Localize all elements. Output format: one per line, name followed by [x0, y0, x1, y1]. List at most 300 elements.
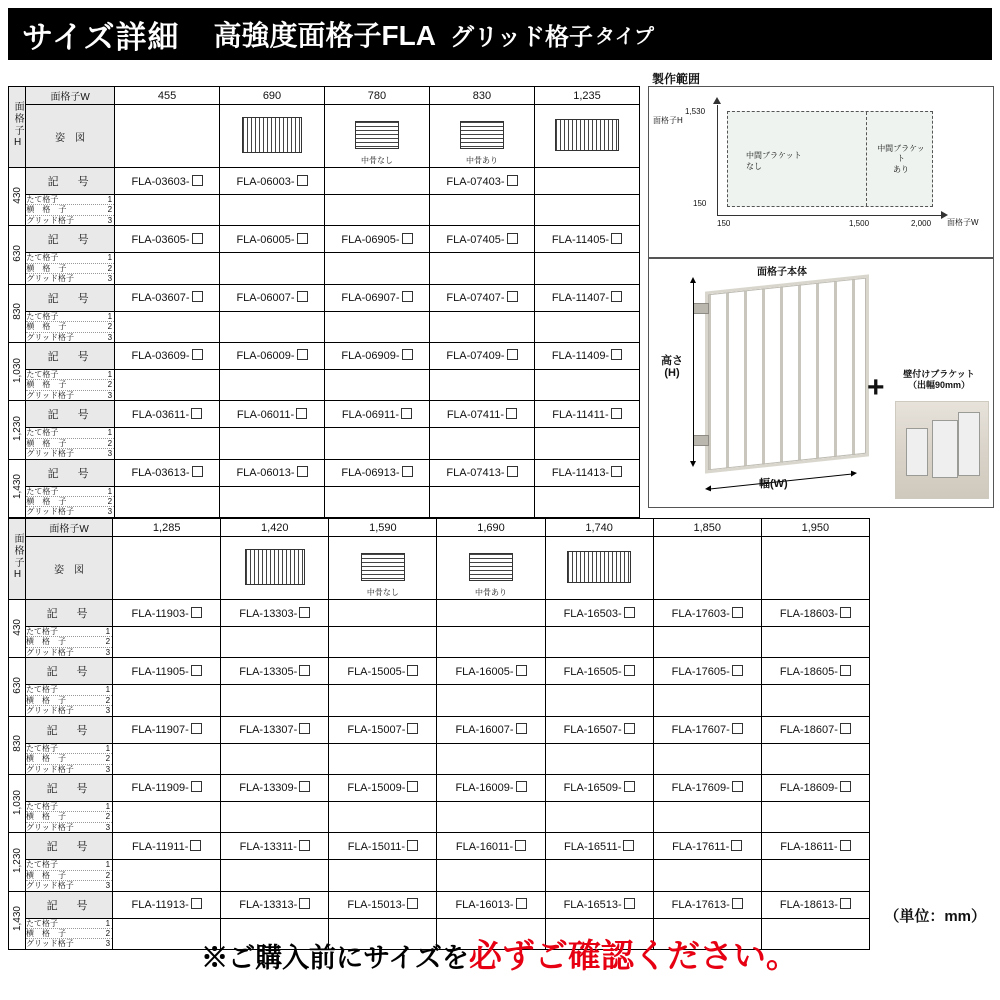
sub-entry-cell[interactable]	[329, 860, 437, 891]
sub-entry-cell[interactable]	[324, 369, 429, 400]
height-value: 1,230	[9, 401, 26, 459]
product-code-cell[interactable]: FLA-11909-	[113, 774, 221, 801]
width-value: 1,850	[653, 519, 761, 537]
sub-label: 横 格 子 2	[26, 263, 113, 273]
table-row	[9, 658, 870, 685]
product-code-cell[interactable]: FLA-11413-	[534, 459, 639, 486]
checkbox-icon[interactable]	[624, 607, 635, 618]
product-code-cell[interactable]: FLA-17605-	[653, 658, 761, 685]
product-code-cell[interactable]: FLA-17613-	[653, 891, 761, 918]
product-code-cell[interactable]	[534, 168, 639, 195]
checkbox-icon[interactable]	[624, 665, 635, 676]
checkbox-icon[interactable]	[407, 665, 418, 676]
checkbox-icon[interactable]	[407, 840, 418, 851]
sub-entry-cell[interactable]	[429, 486, 534, 517]
product-code-cell[interactable]: FLA-11913-	[113, 891, 221, 918]
sub-label-group	[26, 195, 115, 226]
size-table-1	[8, 86, 640, 518]
sub-entry-cell[interactable]	[221, 627, 329, 658]
sub-entry-cell[interactable]	[115, 195, 220, 226]
plot-divider	[866, 112, 867, 206]
sub-entry-cell[interactable]	[534, 428, 639, 459]
sub-entry-cell[interactable]	[113, 627, 221, 658]
checkbox-icon[interactable]	[192, 291, 203, 302]
sub-entry-cell[interactable]	[220, 311, 325, 342]
product-code-cell[interactable]: FLA-13305-	[221, 658, 329, 685]
sub-entry-cell[interactable]	[429, 311, 534, 342]
checkbox-icon[interactable]	[840, 781, 851, 792]
caution-text-black: ※ご購入前にサイズを	[201, 943, 469, 973]
product-code-cell[interactable]: FLA-06011-	[220, 401, 325, 428]
code-row-label: 記 号	[26, 716, 113, 743]
checkbox-icon[interactable]	[624, 781, 635, 792]
checkbox-icon[interactable]	[192, 175, 203, 186]
sub-label: 横 格 子 2	[26, 497, 113, 506]
sub-label-group	[26, 685, 113, 716]
product-code-cell[interactable]: FLA-15013-	[329, 891, 437, 918]
sub-entry-cell[interactable]	[220, 369, 325, 400]
checkbox-icon[interactable]	[516, 665, 527, 676]
checkbox-icon[interactable]	[299, 607, 310, 618]
shape-cell	[220, 105, 325, 168]
table-subrow	[9, 253, 640, 284]
width-value: 780	[324, 87, 429, 105]
product-code-cell[interactable]: FLA-11407-	[534, 284, 639, 311]
sub-label-group	[26, 428, 115, 459]
checkbox-icon[interactable]	[515, 840, 526, 851]
sub-entry-cell[interactable]	[329, 685, 437, 716]
checkbox-icon[interactable]	[297, 233, 308, 244]
checkbox-icon[interactable]	[407, 898, 418, 909]
checkbox-icon[interactable]	[507, 175, 518, 186]
checkbox-icon[interactable]	[192, 349, 203, 360]
sub-label: たて格子 1	[26, 369, 113, 379]
size-table-2	[8, 518, 870, 950]
product-code-cell[interactable]: FLA-06907-	[324, 284, 429, 311]
product-code-cell[interactable]: FLA-03605-	[115, 226, 220, 253]
product-code-cell[interactable]: FLA-15009-	[329, 774, 437, 801]
sub-entry-cell[interactable]	[761, 627, 869, 658]
sub-entry-cell[interactable]	[437, 627, 545, 658]
lattice-pattern-h-icon	[460, 121, 504, 149]
checkbox-icon[interactable]	[624, 723, 635, 734]
checkbox-icon[interactable]	[299, 665, 310, 676]
checkbox-icon[interactable]	[732, 607, 743, 618]
height-value: 1,430	[9, 459, 26, 517]
checkbox-icon[interactable]	[407, 781, 418, 792]
sub-entry-cell[interactable]	[653, 801, 761, 832]
height-value: 630	[9, 226, 26, 284]
checkbox-icon[interactable]	[507, 291, 518, 302]
product-code-cell[interactable]: FLA-18609-	[761, 774, 869, 801]
x-axis-line	[717, 215, 943, 216]
product-code-cell[interactable]: FLA-13311-	[221, 833, 329, 860]
height-value: 830	[9, 284, 26, 342]
y-axis-line	[717, 105, 718, 215]
sub-entry-cell[interactable]	[437, 743, 545, 774]
shape-cell	[113, 537, 221, 600]
checkbox-icon[interactable]	[297, 291, 308, 302]
product-code-cell[interactable]: FLA-18603-	[761, 600, 869, 627]
code-row-label: 記 号	[26, 284, 115, 311]
sub-label: グリッド格子 3	[26, 706, 111, 716]
table-subrow	[9, 627, 870, 658]
sub-entry-cell[interactable]	[545, 860, 653, 891]
sub-label: 横 格 子 2	[26, 812, 111, 822]
table-subrow	[9, 860, 870, 891]
checkbox-icon[interactable]	[507, 233, 518, 244]
sub-entry-cell[interactable]	[220, 195, 325, 226]
sub-entry-cell[interactable]	[221, 685, 329, 716]
sub-entry-cell[interactable]	[115, 486, 220, 517]
sub-entry-cell[interactable]	[329, 743, 437, 774]
zone-label-no-bracket: 中間ブラケット なし	[746, 151, 802, 171]
sub-label-group	[26, 801, 113, 832]
product-code-cell[interactable]: FLA-16509-	[545, 774, 653, 801]
zone-label-with-bracket: 中間ブラケット あり	[877, 144, 925, 174]
product-code-cell[interactable]: FLA-15011-	[329, 833, 437, 860]
checkbox-icon[interactable]	[192, 466, 203, 477]
product-code-cell[interactable]: FLA-03613-	[115, 459, 220, 486]
sub-entry-cell[interactable]	[437, 860, 545, 891]
table-width-header-row	[9, 87, 640, 105]
width-value: 1,690	[437, 519, 545, 537]
sub-label-group	[26, 486, 115, 517]
checkbox-icon[interactable]	[611, 233, 622, 244]
checkbox-icon[interactable]	[191, 607, 202, 618]
product-code-cell[interactable]: FLA-17607-	[653, 716, 761, 743]
shape-cell	[761, 537, 869, 600]
table-shape-row	[9, 105, 640, 168]
sub-entry-cell[interactable]	[113, 801, 221, 832]
sub-label: グリッド格子 3	[26, 881, 111, 891]
caution-text-red: 必ずご確認ください。	[468, 937, 799, 974]
lattice-pattern-v-icon	[245, 549, 305, 585]
product-code-cell[interactable]: FLA-18605-	[761, 658, 869, 685]
product-code-cell[interactable]: FLA-16005-	[437, 658, 545, 685]
checkbox-icon[interactable]	[296, 408, 307, 419]
lattice-illustration	[705, 274, 869, 473]
checkbox-icon[interactable]	[297, 175, 308, 186]
checkbox-icon[interactable]	[623, 840, 634, 851]
sub-entry-cell[interactable]	[220, 428, 325, 459]
product-code-cell[interactable]: FLA-15005-	[329, 658, 437, 685]
checkbox-icon[interactable]	[191, 408, 202, 419]
product-code-cell[interactable]: FLA-16513-	[545, 891, 653, 918]
sub-entry-cell[interactable]	[545, 743, 653, 774]
sub-entry-cell[interactable]	[653, 627, 761, 658]
sub-entry-cell[interactable]	[220, 486, 325, 517]
product-code-cell[interactable]: FLA-11405-	[534, 226, 639, 253]
checkbox-icon[interactable]	[297, 349, 308, 360]
unit-note: （単位：mm）	[884, 908, 986, 925]
product-code-cell[interactable]: FLA-15007-	[329, 716, 437, 743]
sub-entry-cell[interactable]	[324, 311, 429, 342]
checkbox-icon[interactable]	[516, 723, 527, 734]
checkbox-icon[interactable]	[402, 233, 413, 244]
bracket-title: 壁付けブラケット （出幅90mm）	[903, 369, 975, 391]
checkbox-icon[interactable]	[611, 349, 622, 360]
table-subrow	[9, 311, 640, 342]
shape-cell	[329, 537, 437, 600]
shape-cell	[115, 105, 220, 168]
sub-label: グリッド格子 3	[26, 332, 113, 342]
code-row-label: 記 号	[26, 600, 113, 627]
product-code-cell[interactable]: FLA-16507-	[545, 716, 653, 743]
product-code-cell[interactable]: FLA-13303-	[221, 600, 329, 627]
product-code-cell[interactable]: FLA-18611-	[761, 833, 869, 860]
checkbox-icon[interactable]	[506, 408, 517, 419]
sub-entry-cell[interactable]	[324, 195, 429, 226]
plus-sign: +	[867, 371, 885, 404]
sub-entry-cell[interactable]	[113, 685, 221, 716]
range-plot-area	[727, 111, 933, 207]
product-code-cell[interactable]: FLA-11409-	[534, 342, 639, 369]
checkbox-icon[interactable]	[191, 898, 202, 909]
checkbox-icon[interactable]	[732, 665, 743, 676]
checkbox-icon[interactable]	[190, 840, 201, 851]
product-code-cell[interactable]: FLA-16503-	[545, 600, 653, 627]
sub-entry-cell[interactable]	[115, 311, 220, 342]
sub-label: たて格子 1	[26, 743, 111, 753]
table-row	[9, 459, 640, 486]
width-value: 1,740	[545, 519, 653, 537]
checkbox-icon[interactable]	[840, 607, 851, 618]
checkbox-icon[interactable]	[840, 898, 851, 909]
product-code-cell[interactable]: FLA-11903-	[113, 600, 221, 627]
product-code-cell[interactable]: FLA-06905-	[324, 226, 429, 253]
sub-entry-cell[interactable]	[534, 369, 639, 400]
sub-entry-cell[interactable]	[221, 801, 329, 832]
checkbox-icon[interactable]	[507, 466, 518, 477]
width-value: 455	[115, 87, 220, 105]
checkbox-icon[interactable]	[611, 466, 622, 477]
height-value: 1,230	[9, 833, 26, 891]
checkbox-icon[interactable]	[611, 408, 622, 419]
sub-entry-cell[interactable]	[545, 801, 653, 832]
sub-label: 横 格 子 2	[26, 438, 113, 448]
sub-entry-cell[interactable]	[429, 195, 534, 226]
product-code-cell[interactable]: FLA-16511-	[545, 833, 653, 860]
sub-entry-cell[interactable]	[653, 685, 761, 716]
product-code-cell[interactable]: FLA-06913-	[324, 459, 429, 486]
lattice-pattern-h-icon	[361, 553, 405, 581]
product-code-cell[interactable]: FLA-13307-	[221, 716, 329, 743]
checkbox-icon[interactable]	[191, 723, 202, 734]
product-code-cell[interactable]: FLA-07411-	[429, 401, 534, 428]
checkbox-icon[interactable]	[191, 781, 202, 792]
product-code-cell[interactable]: FLA-06007-	[220, 284, 325, 311]
product-code-cell[interactable]: FLA-03607-	[115, 284, 220, 311]
sub-label: たて格子 1	[26, 486, 113, 496]
product-code-cell[interactable]: FLA-06013-	[220, 459, 325, 486]
x-tick-mid: 1,500	[849, 219, 870, 228]
product-code-cell[interactable]: FLA-16011-	[437, 833, 545, 860]
checkbox-icon[interactable]	[299, 898, 310, 909]
product-code-cell[interactable]: FLA-11907-	[113, 716, 221, 743]
code-row-label: 記 号	[26, 168, 115, 195]
product-code-cell[interactable]: FLA-11905-	[113, 658, 221, 685]
sub-entry-cell[interactable]	[545, 627, 653, 658]
table-row	[9, 600, 870, 627]
checkbox-icon[interactable]	[840, 665, 851, 676]
sub-entry-cell[interactable]	[653, 860, 761, 891]
checkbox-icon[interactable]	[732, 781, 743, 792]
product-code-cell[interactable]: FLA-06909-	[324, 342, 429, 369]
checkbox-icon[interactable]	[401, 408, 412, 419]
product-code-cell[interactable]: FLA-03603-	[115, 168, 220, 195]
sub-entry-cell[interactable]	[761, 743, 869, 774]
sub-entry-cell[interactable]	[329, 627, 437, 658]
width-value: 1,285	[113, 519, 221, 537]
table-row	[9, 716, 870, 743]
product-code-cell[interactable]: FLA-17609-	[653, 774, 761, 801]
sub-entry-cell[interactable]	[534, 195, 639, 226]
product-code-cell[interactable]: FLA-16505-	[545, 658, 653, 685]
bracket-part-left	[906, 428, 928, 476]
product-code-cell[interactable]: FLA-18607-	[761, 716, 869, 743]
sub-label: たて格子 1	[26, 860, 111, 870]
sub-entry-cell[interactable]	[220, 253, 325, 284]
sub-entry-cell[interactable]	[534, 311, 639, 342]
sub-entry-cell[interactable]	[545, 685, 653, 716]
width-value: 830	[429, 87, 534, 105]
checkbox-icon[interactable]	[402, 466, 413, 477]
checkbox-icon[interactable]	[407, 723, 418, 734]
product-code-cell[interactable]: FLA-17611-	[653, 833, 761, 860]
checkbox-icon[interactable]	[402, 291, 413, 302]
sub-entry-cell[interactable]	[324, 253, 429, 284]
sub-entry-cell[interactable]	[761, 685, 869, 716]
product-code-cell[interactable]	[329, 600, 437, 627]
product-code-cell[interactable]: FLA-03611-	[115, 401, 220, 428]
width-header-cell: 面格子W	[26, 519, 113, 537]
product-code-cell[interactable]: FLA-16007-	[437, 716, 545, 743]
sub-entry-cell[interactable]	[115, 428, 220, 459]
sub-entry-cell[interactable]	[113, 860, 221, 891]
sub-entry-cell[interactable]	[329, 801, 437, 832]
caution-note	[0, 930, 1000, 977]
sub-entry-cell[interactable]	[115, 369, 220, 400]
bracket-photo	[895, 401, 989, 499]
sub-label: グリッド格子 3	[26, 647, 111, 657]
product-code-cell[interactable]: FLA-18613-	[761, 891, 869, 918]
bracket-part-mid	[932, 420, 958, 478]
shape-cell	[221, 537, 329, 600]
checkbox-icon[interactable]	[731, 840, 742, 851]
sub-entry-cell[interactable]	[761, 801, 869, 832]
code-row-label: 記 号	[26, 774, 113, 801]
product-code-cell[interactable]: FLA-06009-	[220, 342, 325, 369]
sub-entry-cell[interactable]	[437, 801, 545, 832]
product-code-cell[interactable]: FLA-16013-	[437, 891, 545, 918]
checkbox-icon[interactable]	[299, 840, 310, 851]
sub-label: 横 格 子 2	[26, 322, 113, 332]
product-code-cell[interactable]: FLA-11411-	[534, 401, 639, 428]
table-subrow	[9, 685, 870, 716]
checkbox-icon[interactable]	[192, 233, 203, 244]
sub-label: たて格子 1	[26, 428, 113, 438]
checkbox-icon[interactable]	[732, 898, 743, 909]
table-row	[9, 226, 640, 253]
shape-cell	[534, 105, 639, 168]
width-value: 1,950	[761, 519, 869, 537]
mount-arm-top-icon	[693, 303, 709, 314]
checkbox-icon[interactable]	[516, 898, 527, 909]
height-value: 430	[9, 168, 26, 226]
product-code-cell[interactable]: FLA-07407-	[429, 284, 534, 311]
sub-label: 横 格 子 2	[26, 637, 111, 647]
code-row-label: 記 号	[26, 891, 113, 918]
sub-entry-cell[interactable]	[115, 253, 220, 284]
checkbox-icon[interactable]	[611, 291, 622, 302]
checkbox-icon[interactable]	[624, 898, 635, 909]
sub-label: 横 格 子 2	[26, 870, 111, 880]
checkbox-icon[interactable]	[516, 781, 527, 792]
range-y-axis-label: 面格子H	[653, 116, 683, 125]
checkbox-icon[interactable]	[840, 723, 851, 734]
product-code-cell[interactable]: FLA-07409-	[429, 342, 534, 369]
product-code-cell[interactable]: FLA-06911-	[324, 401, 429, 428]
checkbox-icon[interactable]	[299, 781, 310, 792]
product-code-cell[interactable]: FLA-17603-	[653, 600, 761, 627]
code-row-label: 記 号	[26, 833, 113, 860]
range-x-axis-label: 面格子W	[947, 218, 979, 227]
sub-entry-cell[interactable]	[437, 685, 545, 716]
product-code-cell[interactable]: FLA-11911-	[113, 833, 221, 860]
table-row	[9, 284, 640, 311]
sub-entry-cell[interactable]	[429, 428, 534, 459]
sub-entry-cell[interactable]	[221, 860, 329, 891]
product-code-cell[interactable]: FLA-03609-	[115, 342, 220, 369]
code-row-label: 記 号	[26, 401, 115, 428]
checkbox-icon[interactable]	[402, 349, 413, 360]
table-row	[9, 833, 870, 860]
product-code-cell[interactable]: FLA-13313-	[221, 891, 329, 918]
table-row	[9, 342, 640, 369]
sub-entry-cell[interactable]	[429, 253, 534, 284]
product-code-cell[interactable]: FLA-07403-	[429, 168, 534, 195]
sub-entry-cell[interactable]	[761, 860, 869, 891]
sub-label: グリッド格子 3	[26, 939, 111, 949]
product-code-cell[interactable]: FLA-06003-	[220, 168, 325, 195]
product-code-cell[interactable]	[437, 600, 545, 627]
product-code-cell[interactable]: FLA-06005-	[220, 226, 325, 253]
checkbox-icon[interactable]	[507, 349, 518, 360]
checkbox-icon[interactable]	[297, 466, 308, 477]
sub-entry-cell[interactable]	[324, 486, 429, 517]
checkbox-icon[interactable]	[732, 723, 743, 734]
sub-entry-cell[interactable]	[113, 743, 221, 774]
sub-label: 横 格 子 2	[26, 695, 111, 705]
product-code-cell[interactable]: FLA-07405-	[429, 226, 534, 253]
sub-entry-cell[interactable]	[653, 743, 761, 774]
sub-label: たて格子 1	[26, 918, 111, 928]
product-code-cell[interactable]: FLA-07413-	[429, 459, 534, 486]
checkbox-icon[interactable]	[299, 723, 310, 734]
sub-entry-cell[interactable]	[534, 486, 639, 517]
product-code-cell[interactable]: FLA-16009-	[437, 774, 545, 801]
sub-entry-cell[interactable]	[534, 253, 639, 284]
sub-entry-cell[interactable]	[324, 428, 429, 459]
sub-entry-cell[interactable]	[221, 743, 329, 774]
product-code-cell[interactable]: FLA-13309-	[221, 774, 329, 801]
height-value: 1,030	[9, 774, 26, 832]
product-code-cell[interactable]	[324, 168, 429, 195]
sub-entry-cell[interactable]	[429, 369, 534, 400]
checkbox-icon[interactable]	[840, 840, 851, 851]
checkbox-icon[interactable]	[191, 665, 202, 676]
